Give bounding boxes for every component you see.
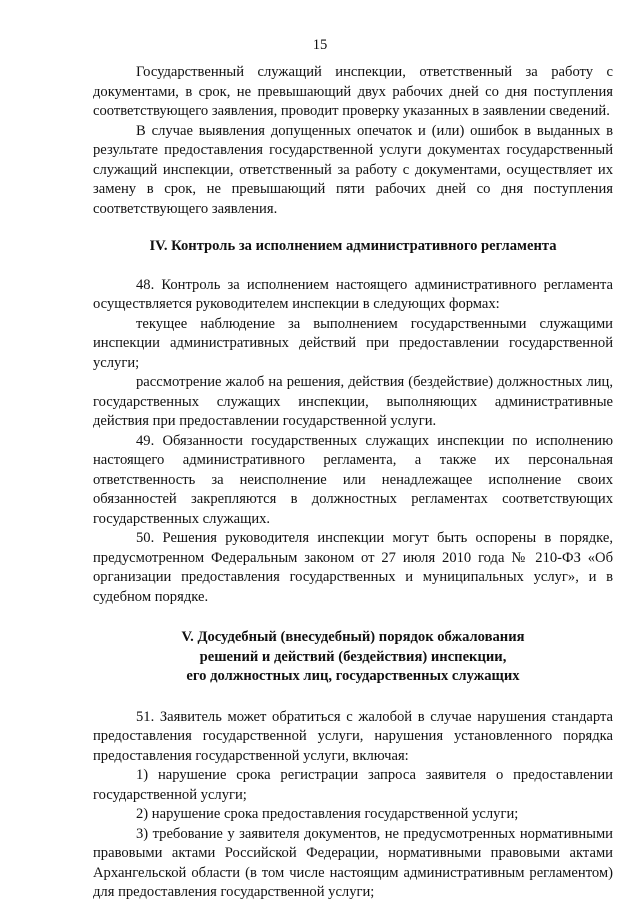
paragraph-error-correction: В случае выявления допущенных опечаток и (или) ошибок в выданных в результате предоставления государственной услуги документах государственный служащий инспекции, ответственный за работу с документами, осуществляет их замену в срок, не превышающий пяти рабочих дней со дня поступления соответствующего заявления. — [93, 122, 613, 217]
list-item-1: 1) нарушение срока регистрации запроса заявителя о предоставлении государственной услуги; — [93, 767, 613, 803]
section-v-heading — [93, 628, 613, 687]
paragraph-49: 49. Обязанности государственных служащих инспекции по исполнению настоящего административного регламента, а также их персональная ответственность за неисполнение или ненадлежащее исполнение своих обязанностей закрепляются в должностных регламентах соответствующих государственных служащих. — [93, 432, 613, 527]
paragraph-current-monitoring: текущее наблюдение за выполнением государственными служащими инспекции административных действий при предоставлении государственной услуги; — [93, 315, 613, 371]
paragraph-verification: Государственный служащий инспекции, ответственный за работу с документами, в срок, не превышающий двух рабочих дней со дня поступления соответствующего заявления, проводит проверку указанных в заявлении сведений. — [93, 64, 613, 119]
list-item-3: 3) требование у заявителя документов, не предусмотренных нормативными правовыми актами Российской Федерации, нормативными правовыми актами Архангельской области (в том числе настоящим административным регламентом) для предоставления государственной услуги; — [93, 825, 613, 900]
document-body — [93, 63, 613, 903]
paragraph-48: 48. Контроль за исполнением настоящего административного регламента осуществляется руководителем инспекции в следующих формах: — [93, 276, 613, 312]
paragraph-50: 50. Решения руководителя инспекции могут быть оспорены в порядке, предусмотренном Федеральным законом от 27 июля 2010 года № 210-ФЗ «Об организации предоставления государственных и муниципальных услуг», и в судебном порядке. — [93, 530, 613, 605]
section-v-heading-line-2: решений и действий (бездействия) инспекции, — [199, 648, 507, 665]
section-v-heading-line-3: его должностных лиц, государственных служащих — [186, 668, 520, 684]
paragraph-51: 51. Заявитель может обратиться с жалобой в случае нарушения стандарта предоставления государственной услуги, нарушения установленного порядка предоставления государственной услуги, включая: — [93, 708, 613, 764]
paragraph-complaints-review: рассмотрение жалоб на решения, действия (бездействие) должностных лиц, государственных служащих инспекции, выполняющих административные действия при предоставлении государственной услуги. — [93, 374, 613, 429]
section-v-heading-line-1: V. Досудебный (внесудебный) порядок обжалования — [181, 629, 525, 645]
section-iv-heading-line: IV. Контроль за исполнением административного регламента — [149, 238, 557, 254]
section-iv-heading — [93, 237, 613, 257]
page-number: 15 — [312, 37, 328, 53]
list-item-2: 2) нарушение срока предоставления государственной услуги; — [136, 806, 519, 822]
